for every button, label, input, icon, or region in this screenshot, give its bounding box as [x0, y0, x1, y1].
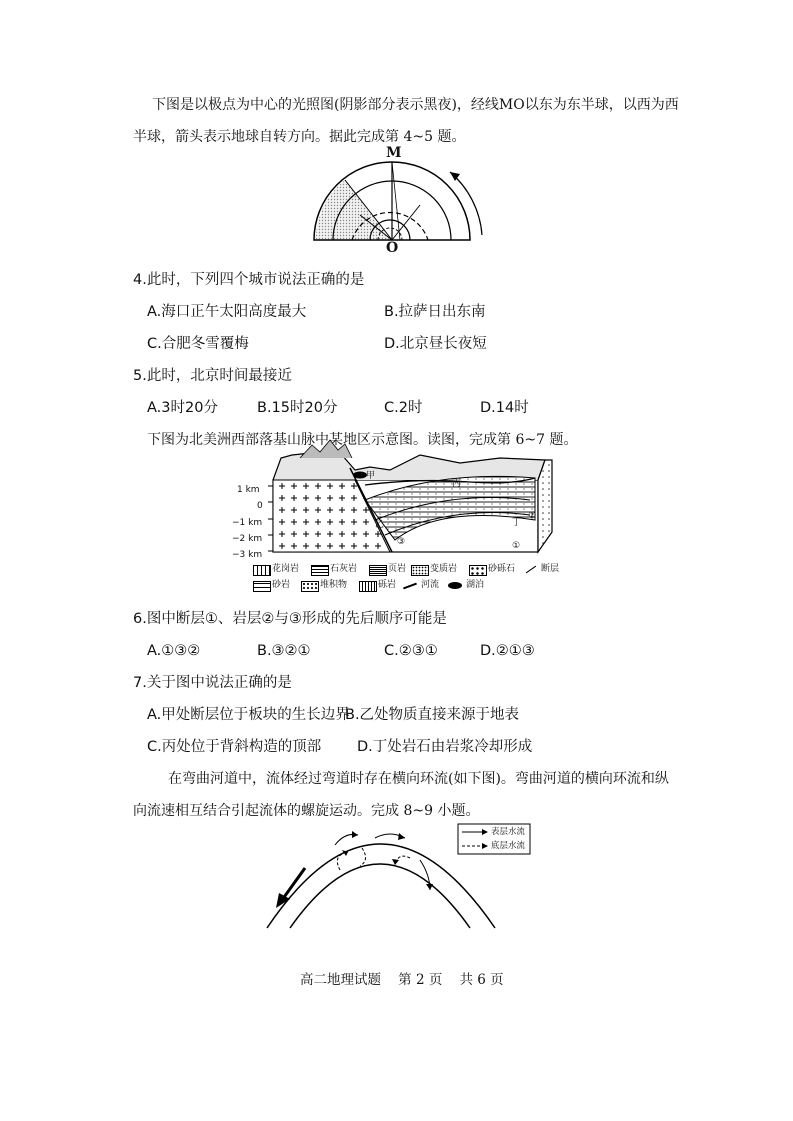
legend-deposit: 堆积物	[320, 580, 348, 590]
intro-3-line-2: 向流速相互结合引起流体的螺旋运动。完成 8~9 小题。	[133, 803, 480, 819]
depth-minus2: −2 km	[232, 534, 263, 544]
legend-sandstone: 砂岩	[272, 580, 291, 590]
legend-limestone: 石灰岩	[330, 564, 358, 574]
legend-fault: 断层	[541, 564, 560, 574]
intro-line-2: 半球，箭头表示地球自转方向。据此完成第 4~5 题。	[133, 129, 466, 145]
q6-option-b: B.③②①	[257, 643, 311, 659]
q6-option-a: A.①③②	[147, 643, 201, 659]
label-bing: 丙	[452, 479, 462, 489]
q6-option-c: C.②③①	[384, 643, 438, 659]
intro-2: 下图为北美洲西部落基山脉中某地区示意图。读图，完成第 6~7 题。	[147, 432, 578, 448]
q6-stem: 6.图中断层①、岩层②与③形成的先后顺序可能是	[133, 611, 447, 627]
q7-option-b: B.乙处物质直接来源于地表	[345, 707, 520, 723]
legend-metamorphic: 变质岩	[430, 564, 458, 574]
depth-0: 0	[257, 501, 263, 511]
label-yi: 乙	[375, 520, 385, 530]
legend-river: 河流	[421, 580, 440, 590]
intro-line-1: 下图是以极点为中心的光照图(阴影部分表示黑夜)，经线MO以东为东半球，以西为西	[152, 97, 679, 113]
q7-option-a: A.甲处断层位于板块的生长边界	[147, 707, 350, 723]
q7-option-c: C.丙处位于背斜构造的顶部	[147, 739, 322, 755]
q5-option-c: C.2时	[384, 400, 423, 416]
q5-option-d: D.14时	[480, 400, 529, 416]
label-jia: 甲	[366, 471, 376, 481]
label-o: O	[386, 240, 399, 256]
q4-stem: 4.此时，下列四个城市说法正确的是	[133, 272, 365, 288]
q6-option-d: D.②①③	[480, 643, 535, 659]
q4-option-a: A.海口正午太阳高度最大	[147, 304, 307, 320]
legend-gravel: 砂砾石	[488, 564, 516, 574]
q5-option-b: B.15时20分	[257, 400, 338, 416]
legend-surface-flow: 表层水流	[491, 827, 526, 837]
depth-minus1: −1 km	[232, 518, 263, 528]
depth-1km: 1 km	[237, 485, 260, 495]
legend-conglomerate: 砾岩	[378, 580, 397, 590]
label-m: M	[386, 145, 402, 161]
intro-3-line-1: 在弯曲河道中，流体经过弯道时存在横向环流(如下图)。弯曲河道的横向环流和纵	[168, 771, 669, 787]
depth-minus3: −3 km	[232, 550, 263, 560]
legend-shale: 页岩	[388, 564, 407, 574]
label-ding: 丁	[512, 518, 522, 528]
q4-option-d: D.北京昼长夜短	[384, 336, 487, 352]
page-footer: 高二地理试题 第 2 页 共 6 页	[300, 972, 504, 988]
q7-stem: 7.关于图中说法正确的是	[133, 675, 292, 691]
legend-lake: 湖泊	[466, 580, 485, 590]
q5-stem: 5.此时，北京时间最接近	[133, 368, 292, 384]
q4-option-b: B.拉萨日出东南	[384, 304, 486, 320]
q7-option-d: D.丁处岩石由岩浆冷却形成	[357, 739, 533, 755]
label-circle-3: ③	[397, 537, 406, 547]
q4-option-c: C.合肥冬雪覆梅	[147, 336, 249, 352]
q5-option-a: A.3时20分	[147, 400, 218, 416]
label-circle-1: ①	[512, 541, 521, 551]
label-circle-2: ②	[528, 511, 537, 521]
legend-bottom-flow: 底层水流	[491, 841, 526, 851]
legend-granite: 花岗岩	[272, 564, 300, 574]
